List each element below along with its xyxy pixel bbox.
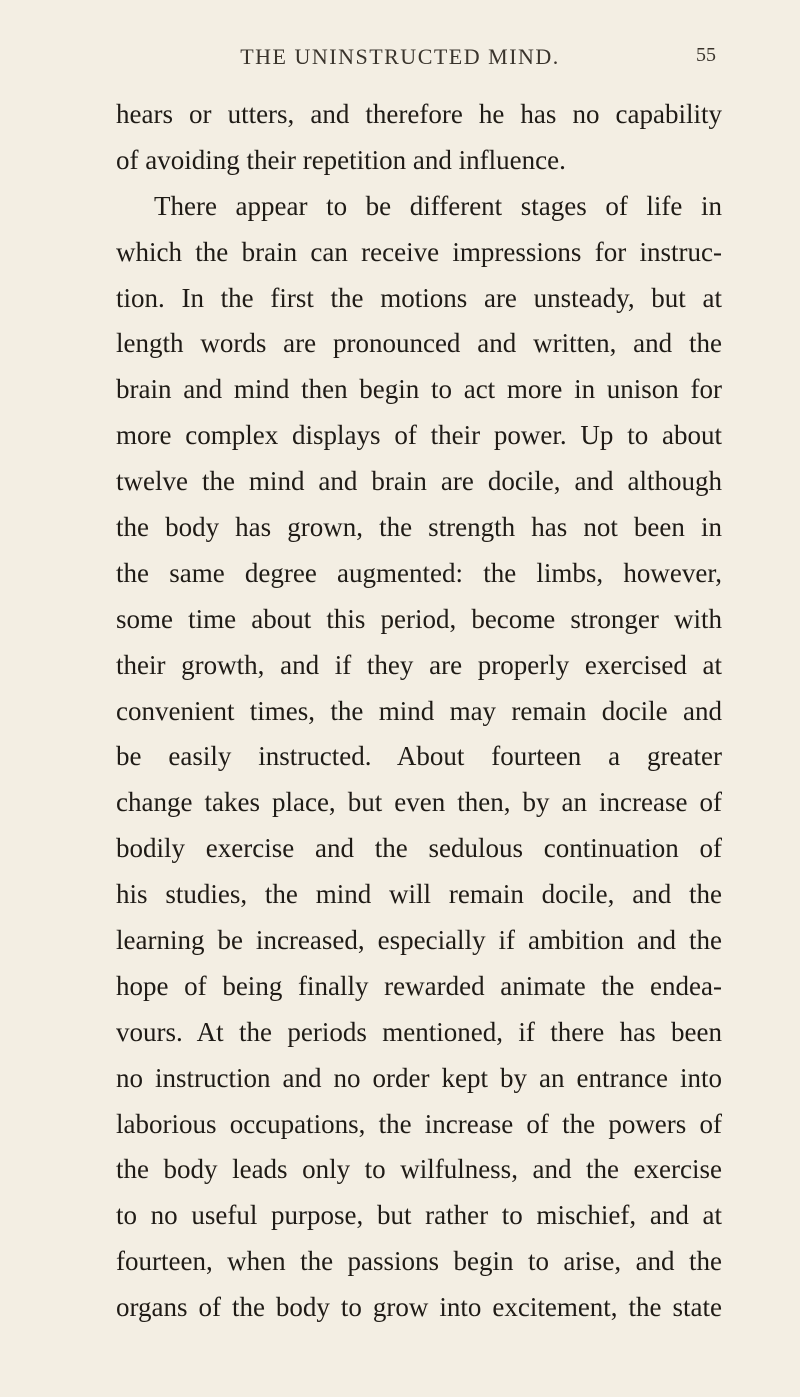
text-line: to no useful purpose, but rather to mischief, and at [116,1200,722,1231]
text-line: vours. At the periods mentioned, if there has been [116,1016,722,1047]
text-line: some time about this period, become stronger with [116,603,722,634]
text-line: bodily exercise and the sedulous continuation of [116,833,722,864]
text-line: the body has grown, the strength has not been in [116,512,722,543]
text-line: which the brain can receive impressions for instruc- [116,236,722,267]
text-line: change takes place, but even then, by an increase of [116,787,722,818]
page-number: 55 [696,44,716,66]
text-line: twelve the mind and brain are docile, and although [116,466,722,497]
text-line: fourteen, when the passions begin to arise, and the [116,1246,722,1277]
text-line: hope of being finally rewarded animate the endea- [116,970,722,1001]
text-line: organs of the body to grow into excitement, the state [116,1292,722,1323]
text-line: tion. In the first the motions are unsteady, but at [116,282,722,313]
text-line: his studies, the mind will remain docile, and the [116,879,722,910]
text-line: no instruction and no order kept by an entrance into [116,1062,722,1093]
text-line: laborious occupations, the increase of the powers of [116,1108,722,1139]
text-line: be easily instructed. About fourteen a greater [116,741,722,772]
body-text [116,92,722,1331]
running-title: THE UNINSTRUCTED MIND. [240,44,560,69]
text-line: the body leads only to wilfulness, and the exercise [116,1154,722,1185]
text-line: hears or utters, and therefore he has no capability [116,99,722,129]
text-line: There appear to be different stages of life in [154,190,722,221]
text-line: learning be increased, especially if ambition and the [116,925,722,956]
text-line: more complex displays of their power. Up to about [116,420,722,451]
text-line: the same degree augmented: the limbs, however, [116,557,722,588]
text-line: convenient times, the mind may remain docile and [116,695,722,726]
text-line: length words are pronounced and written, and the [116,328,722,359]
text-line: brain and mind then begin to act more in unison for [116,374,722,405]
text-line: their growth, and if they are properly exercised at [116,649,722,680]
page-header [0,44,800,74]
text-line: of avoiding their repetition and influence. [116,144,566,175]
